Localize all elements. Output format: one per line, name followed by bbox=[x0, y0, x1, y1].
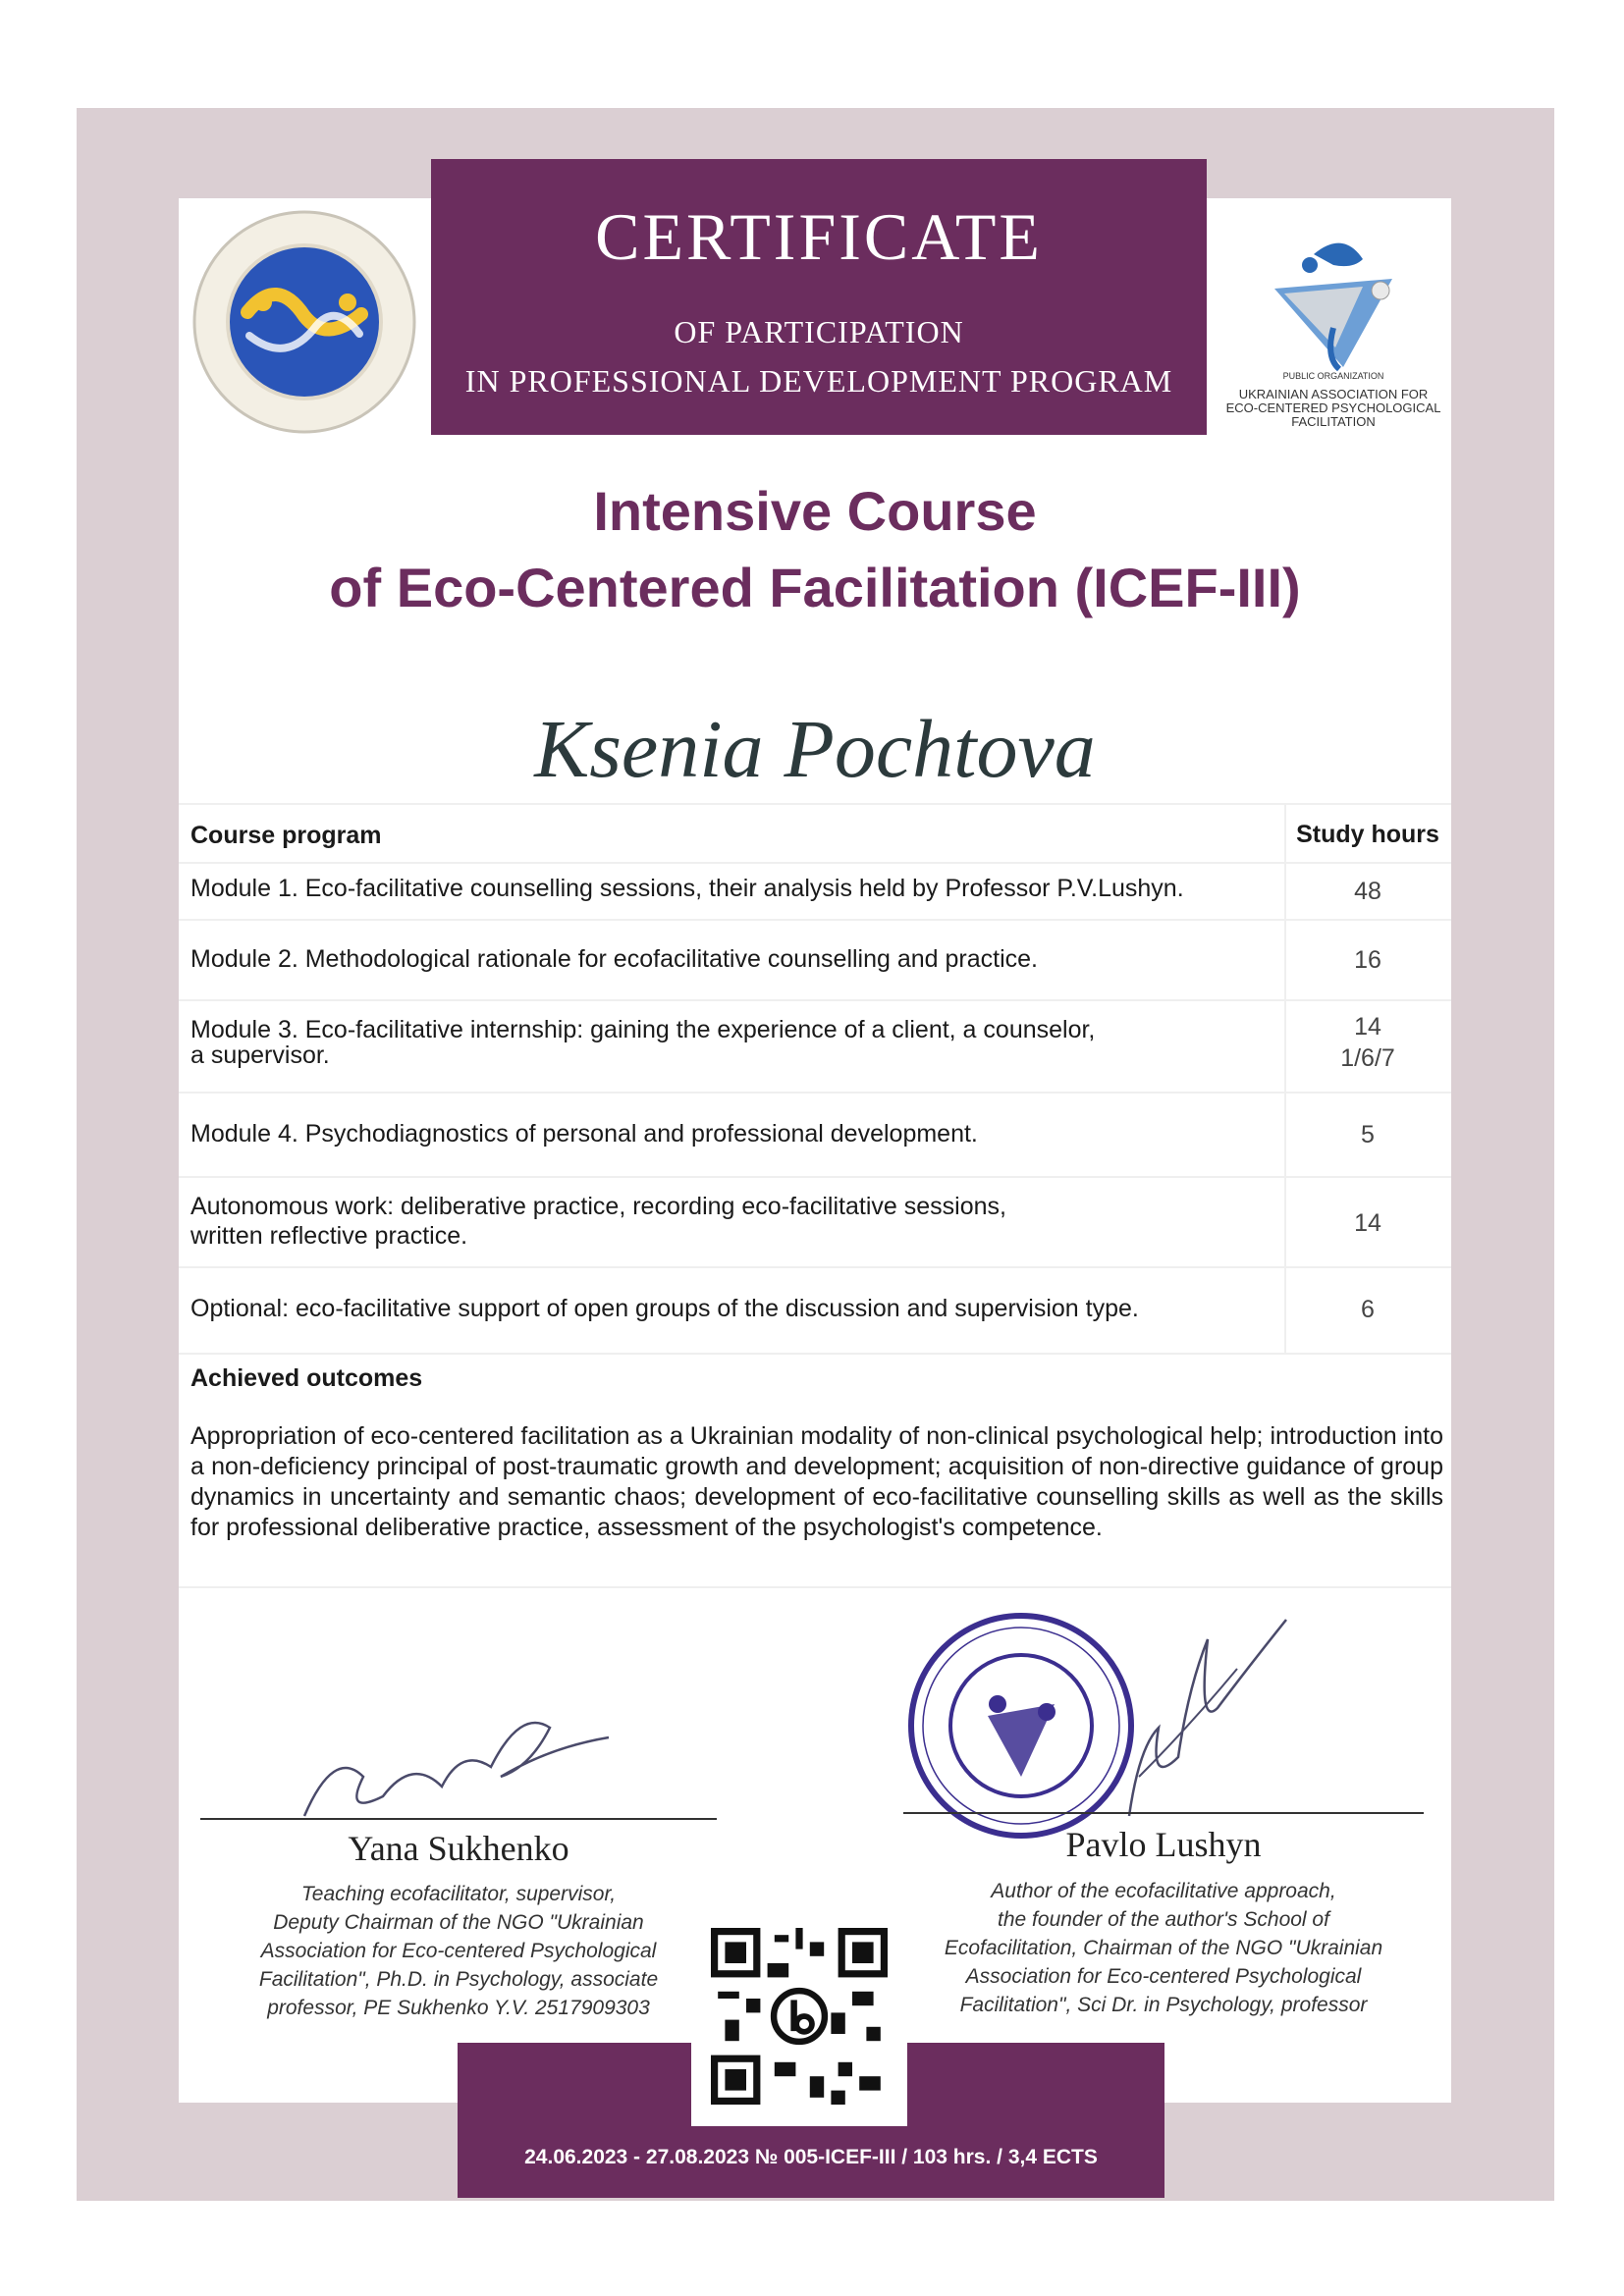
table-row: Optional: eco-facilitative support of open groups of the discussion and supervision type. 6 bbox=[179, 1268, 1451, 1355]
certificate-subtitle-1: OF PARTICIPATION bbox=[674, 314, 964, 349]
qr-code-icon[interactable] bbox=[711, 1928, 888, 2105]
official-stamp-icon bbox=[893, 1610, 1306, 1845]
signatory-right-role: Author of the ecofacilitative approach, the founder of the author's School of Ecofacilitation, Chairman of the NGO "Ukrainian Association for Eco-centered Psychological Facilitation", Sci Dr. in Psychology, professor bbox=[944, 1880, 1383, 2016]
table-row: Module 1. Eco-facilitative counselling sessions, their analysis held by Professor P.V.Lushyn. 48 bbox=[179, 862, 1451, 921]
qr-code-box bbox=[691, 1908, 907, 2126]
school-seal-icon bbox=[179, 196, 430, 442]
course-title-line2: of Eco-Centered Facilitation (ICEF-III) bbox=[329, 557, 1301, 618]
signature-line-right bbox=[903, 1812, 1424, 1814]
course-title-line1: Intensive Course bbox=[593, 480, 1037, 542]
footer-details: 24.06.2023 - 27.08.2023 № 005-ICEF-III / 103 hrs. / 3,4 ECTS bbox=[524, 2146, 1098, 2168]
signature-line-left bbox=[200, 1818, 717, 1820]
header-course-program: Course program bbox=[190, 822, 382, 849]
signatory-left-name: Yana Sukhenko bbox=[348, 1829, 569, 1868]
certificate-title: CERTIFICATE bbox=[595, 199, 1043, 274]
association-name: UKRAINIAN ASSOCIATION FOR ECO-CENTERED PSYCHOLOGICAL FACILITATION bbox=[1225, 387, 1441, 429]
certificate-banner bbox=[431, 159, 1207, 435]
signatory-left-role: Teaching ecofacilitator, supervisor, Deputy Chairman of the NGO "Ukrainian Association for Eco-centered Psychological Facilitation", Ph.D. in Psychology, associate professor, PE Sukhenko Y.V. 2517909303 bbox=[258, 1883, 659, 2019]
table-row: Autonomous work: deliberative practice, recording eco-facilitative sessions, written reflective practice. 14 bbox=[179, 1178, 1451, 1268]
table-row: Module 4. Psychodiagnostics of personal and professional development. 5 bbox=[179, 1094, 1451, 1178]
recipient-name: Ksenia Pochtova bbox=[534, 704, 1096, 795]
association-type: PUBLIC ORGANIZATION bbox=[1282, 371, 1384, 381]
table-row: Module 3. Eco-facilitative internship: gaining the experience of a client, a counselor, a supervisor. 14 1/6/7 bbox=[179, 1001, 1451, 1094]
signature-left bbox=[295, 1688, 628, 1826]
header-study-hours: Study hours bbox=[1296, 821, 1439, 848]
table-header-row bbox=[179, 803, 1451, 864]
signatory-right-name: Pavlo Lushyn bbox=[1065, 1825, 1262, 1864]
certificate-subtitle-2: IN PROFESSIONAL DEVELOPMENT PROGRAM bbox=[464, 363, 1173, 399]
outcomes-heading: Achieved outcomes bbox=[190, 1364, 423, 1392]
outcomes-text: Appropriation of eco-centered facilitation as a Ukrainian modality of non-clinical psychological help; introduction into a non-deficiency principal of post-traumatic growth and development; acquisition of non-directive guidance of group dynamics in uncertainty and semantic chaos; development of eco-facilitative counselling skills as well as the skills for professional deliberative practice, assessment of the psychologist's competence. bbox=[190, 1422, 1443, 1541]
divider bbox=[179, 1586, 1451, 1588]
table-row: Module 2. Methodological rationale for ecofacilitative counselling and practice. 16 bbox=[179, 921, 1451, 1001]
